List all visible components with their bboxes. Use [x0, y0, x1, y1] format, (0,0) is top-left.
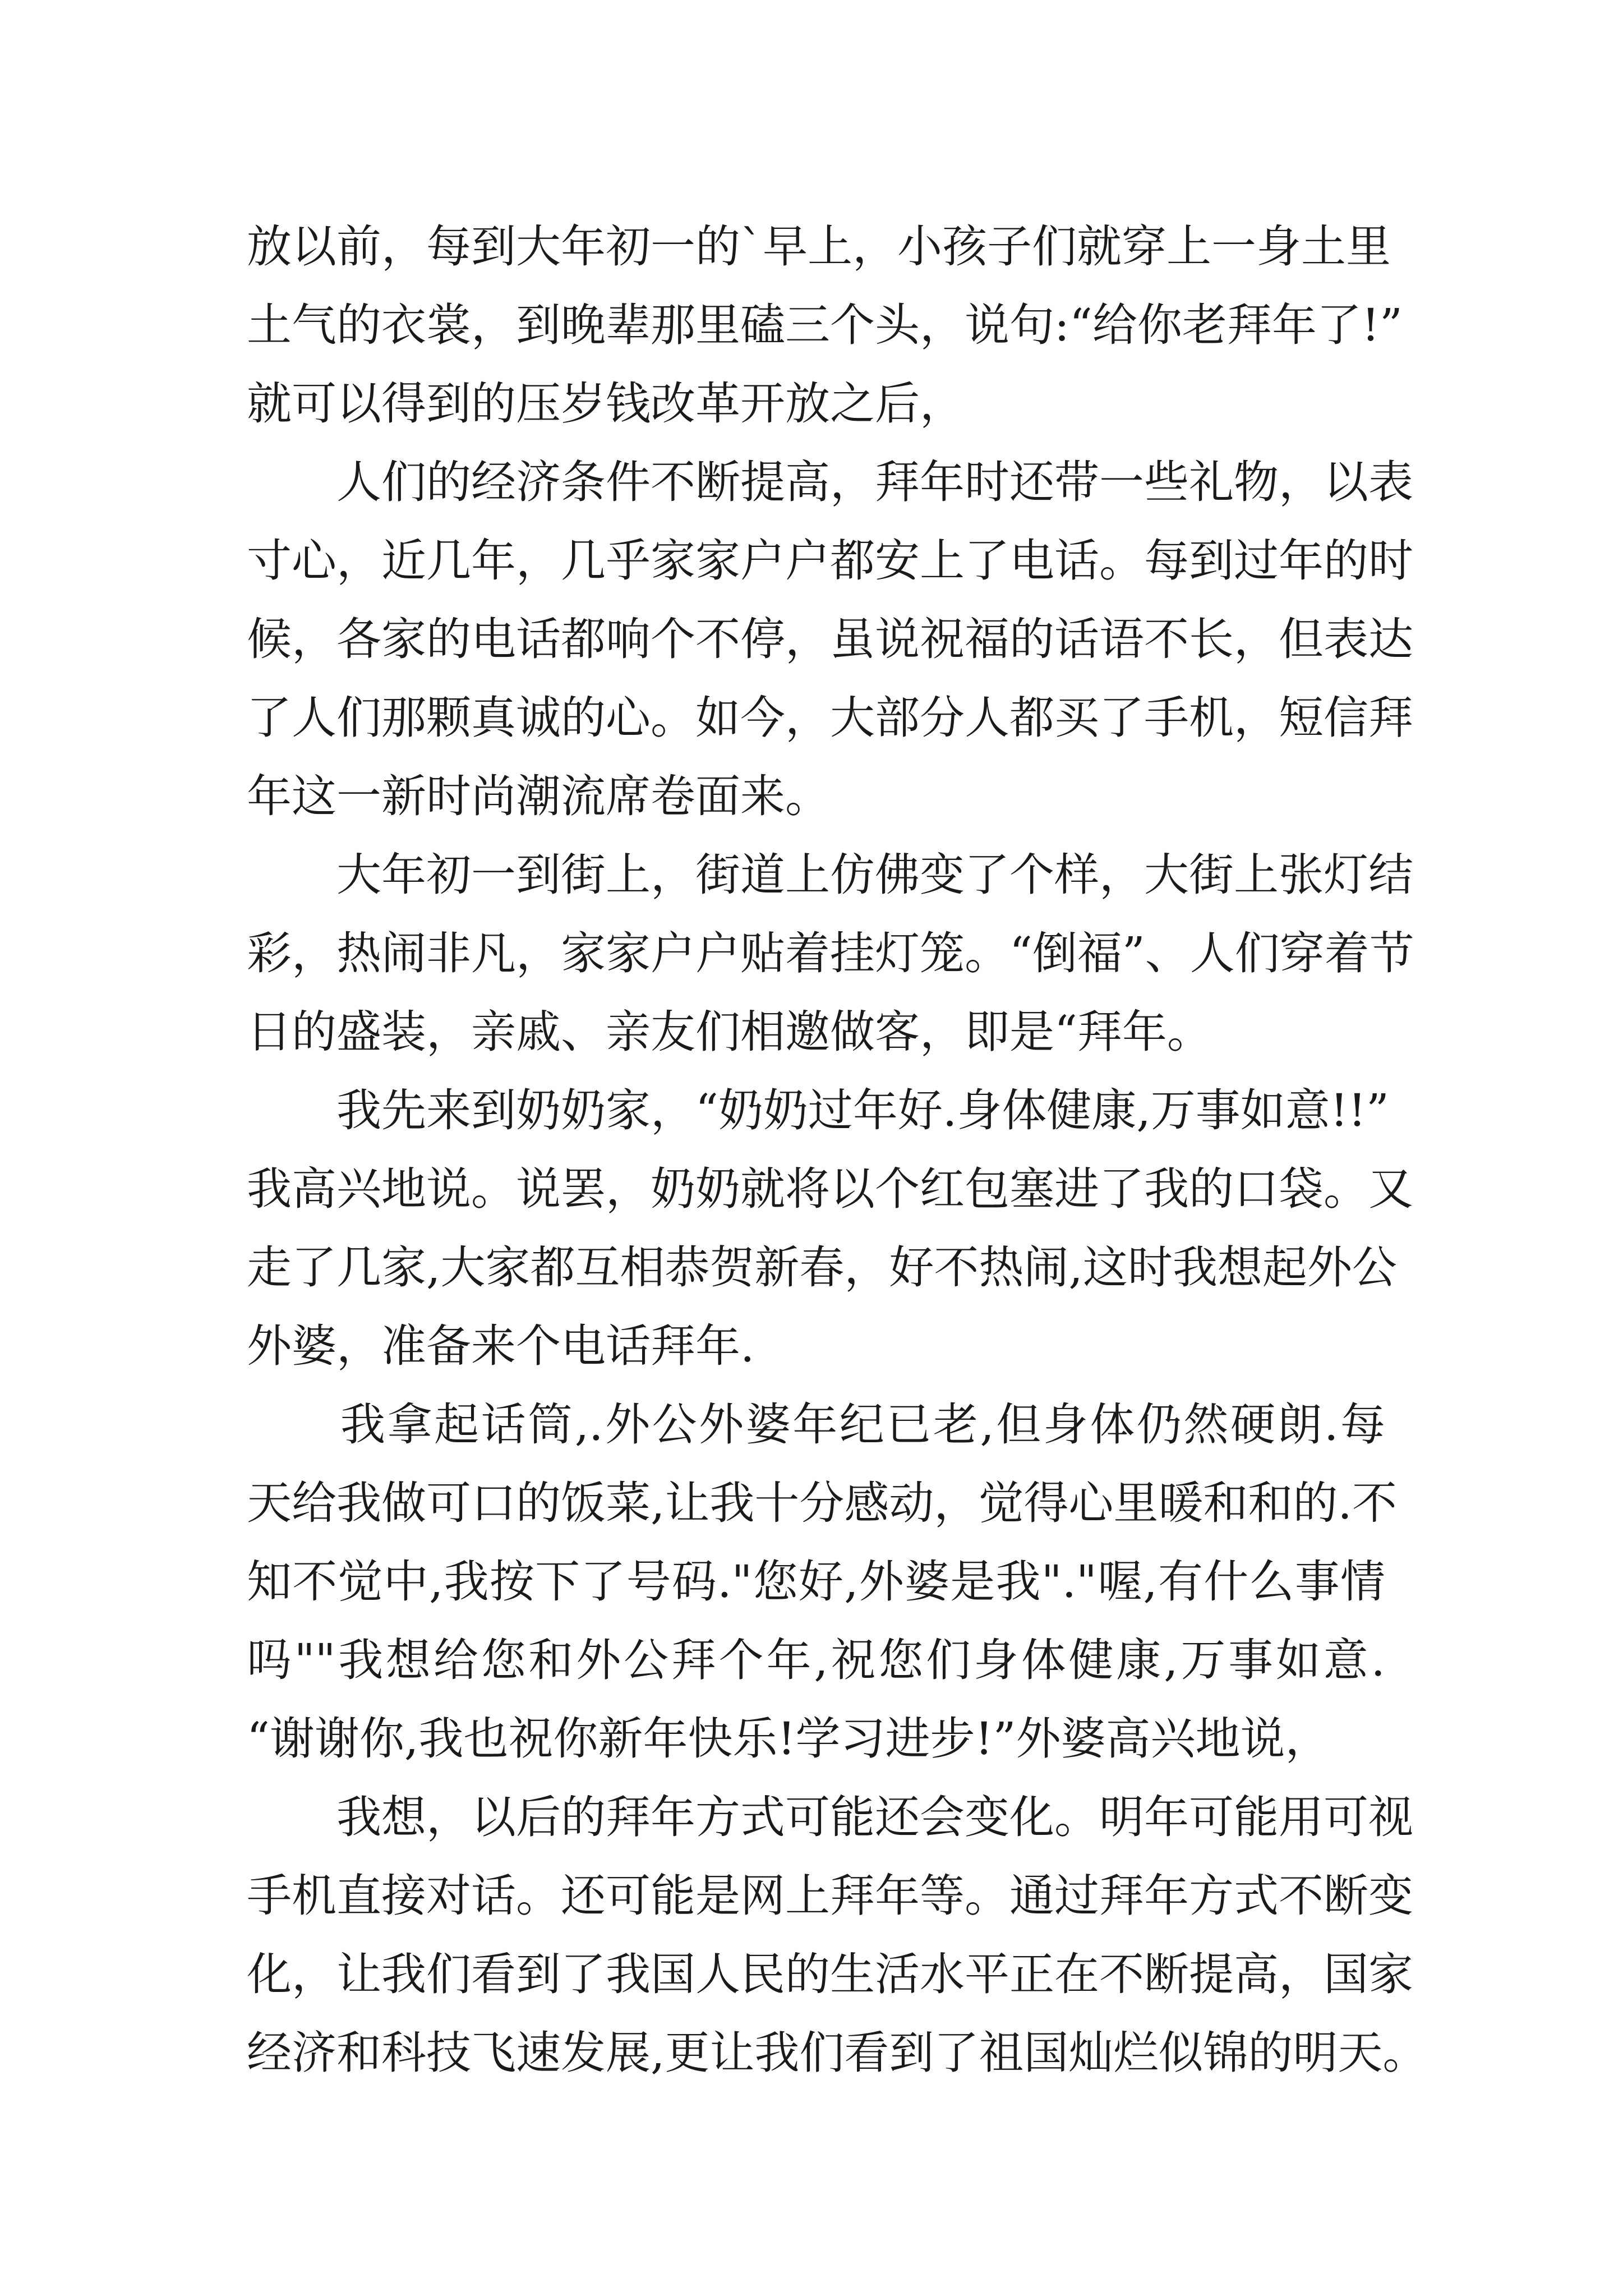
text-line: 经济和科技飞速发展,更让我们看到了祖国灿烂似锦的明天。 — [247, 2027, 1428, 2079]
text-line: 就可以得到的压岁钱改革开放之后， — [247, 378, 965, 430]
paragraph-5 — [247, 1386, 1397, 1778]
text-line: 我拿起话筒,.外公外婆年纪已老,但身体仍然硬朗.每 — [247, 1398, 1385, 1451]
essay-body — [247, 208, 1428, 2092]
text-line: 年这一新时尚潮流席卷面来。 — [247, 770, 830, 822]
paragraph-1 — [247, 208, 1403, 443]
text-line: 外婆，准备来个电话拜年. — [247, 1320, 755, 1372]
paragraph-6 — [247, 1778, 1428, 2092]
paragraph-4 — [247, 1071, 1413, 1386]
text-line: 我先来到奶奶家，“奶奶过年好.身体健康,万事如意!!” — [247, 1084, 1389, 1137]
text-line: 了人们那颗真诚的心。如今，大部分人都买了手机，短信拜 — [247, 692, 1413, 744]
text-line: 天给我做可口的饭菜,让我十分感动，觉得心里暖和和的.不 — [247, 1477, 1397, 1529]
paragraph-3 — [247, 836, 1414, 1071]
text-line: 我高兴地说。说罢，奶奶就将以个红包塞进了我的口袋。又 — [247, 1163, 1413, 1215]
text-line: 大年初一到街上，街道上仿佛变了个样，大街上张灯结 — [247, 849, 1413, 901]
text-line: 候，各家的电话都响个不停，虽说祝福的话语不长，但表达 — [247, 613, 1413, 665]
text-line: 放以前，每到大年初一的`早上，小孩子们就穿上一身土里 — [247, 220, 1391, 273]
text-line: “谢谢你,我也祝你新年快乐!学习进步!”外婆高兴地说， — [247, 1713, 1330, 1765]
paragraph-2 — [247, 443, 1413, 836]
text-line: 人们的经济条件不断提高，拜年时还带一些礼物，以表 — [247, 456, 1413, 508]
text-line: 知不觉中,我按下了号码."您好,外婆是我"."喔,有什么事情 — [247, 1556, 1385, 1608]
text-line: 土气的衣裳，到晚辈那里磕三个头，说句:“给你老拜年了!” — [247, 299, 1403, 351]
text-line: 彩，热闹非凡，家家户户贴着挂灯笼。“倒福”、人们穿着节 — [247, 927, 1414, 979]
text-line: 我想，以后的拜年方式可能还会变化。明年可能用可视 — [247, 1791, 1413, 1843]
text-line: 走了几家,大家都互相恭贺新春，好不热闹,这时我想起外公 — [247, 1241, 1397, 1294]
text-line: 日的盛装，亲戚、亲友们相邀做客，即是“拜年。 — [247, 1006, 1212, 1058]
text-line: 寸心，近几年，几乎家家户户都安上了电话。每到过年的时 — [247, 535, 1413, 587]
text-line: 吗""我想给您和外公拜个年,祝您们身体健康,万事如意. — [247, 1634, 1385, 1686]
text-line: 手机直接对话。还可能是网上拜年等。通过拜年方式不断变 — [247, 1870, 1413, 1922]
text-line: 化，让我们看到了我国人民的生活水平正在不断提高，国家 — [247, 1948, 1413, 2000]
